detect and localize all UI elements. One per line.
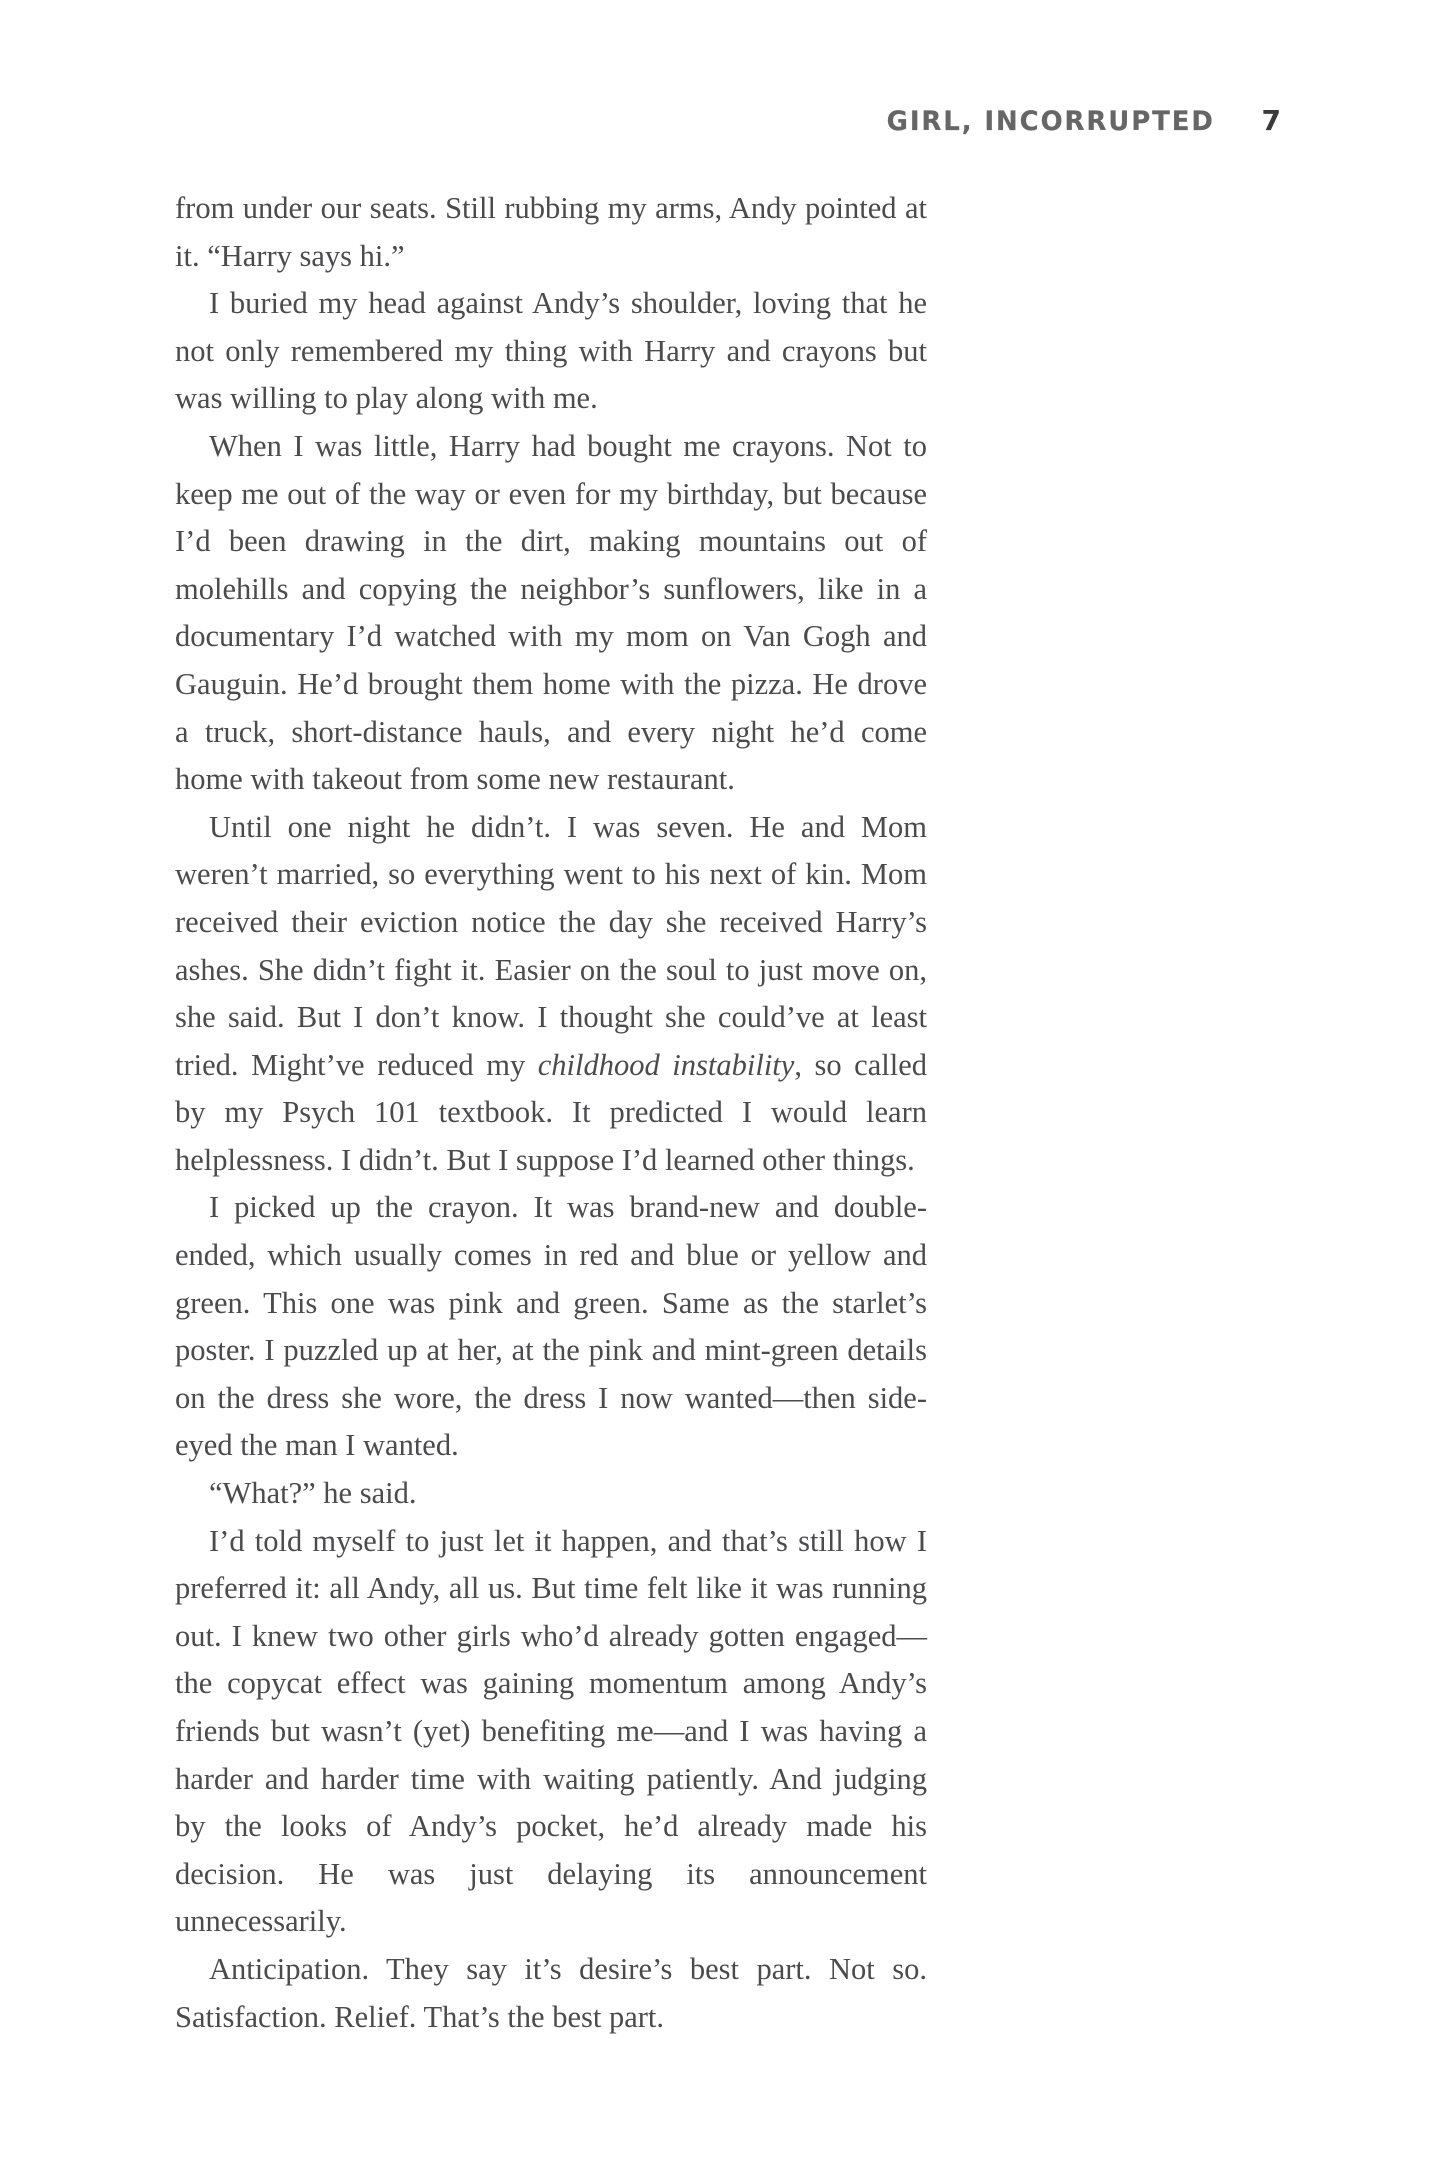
paragraph: “What?” he said. — [209, 1476, 417, 1511]
paragraph — [175, 804, 927, 1185]
paragraph: I buried my head against Andy’s shoulder, loving that he not only remembered my thing with Harry and crayons but was willing to play along with me. — [175, 286, 927, 416]
text-run: , so called by my Psych 101 textbook. It predicted I would learn helplessness. I didn’t. But I suppose I’d learned other things. — [175, 1047, 927, 1177]
text-run: Until one night he didn’t. I was seven. He and Mom weren’t married, so everything went to his next of kin. Mom received their eviction notice the day she received Harry’s ashes. She didn’t fight it. Easier on the soul to just move on, she said. But I don’t know. I thought she could’ve at least tried. Might’ve reduced my — [175, 809, 927, 1082]
page-number: 7 — [1261, 104, 1281, 137]
italic-phrase: childhood instability — [537, 1047, 795, 1082]
running-head-book-title: GIRL, INCORRUPTED — [886, 106, 1215, 137]
running-head — [175, 104, 1281, 150]
paragraph: When I was little, Harry had bought me crayons. Not to keep me out of the way or even for my birthday, but because I’d been drawing in the dirt, making mountains out of molehills and copying the neighbor’s sunflowers, like in a documentary I’d watched with my mom on Van Gogh and Gauguin. He’d brought them home with the pizza. He drove a truck, short-distance hauls, and every night he’d come home with takeout from some new restaurant. — [175, 428, 927, 797]
paragraph: Anticipation. They say it’s desire’s best part. Not so. Satisfaction. Relief. That’s the best part. — [175, 1951, 927, 2034]
paragraph: I’d told myself to just let it happen, and that’s still how I preferred it: all Andy, all us. But time felt like it was running out. I knew two other girls who’d already gotten engaged—the copycat effect was gaining momentum among Andy’s friends but wasn’t (yet) benefiting me—and I was having a harder and harder time with waiting patiently. And judging by the looks of Andy’s pocket, he’d already made his decision. He was just delaying its announcement unnecessarily. — [175, 1523, 927, 1939]
paragraph: I picked up the crayon. It was brand-new and double-ended, which usually comes in red and blue or yellow and green. This one was pink and green. Same as the starlet’s poster. I puzzled up at her, at the pink and mint-green details on the dress she wore, the dress I now wanted—then side-eyed the man I wanted. — [175, 1190, 927, 1463]
body-text-block — [175, 185, 927, 2041]
paragraph: from under our seats. Still rubbing my arms, Andy pointed at it. “Harry says hi.” — [175, 191, 927, 273]
